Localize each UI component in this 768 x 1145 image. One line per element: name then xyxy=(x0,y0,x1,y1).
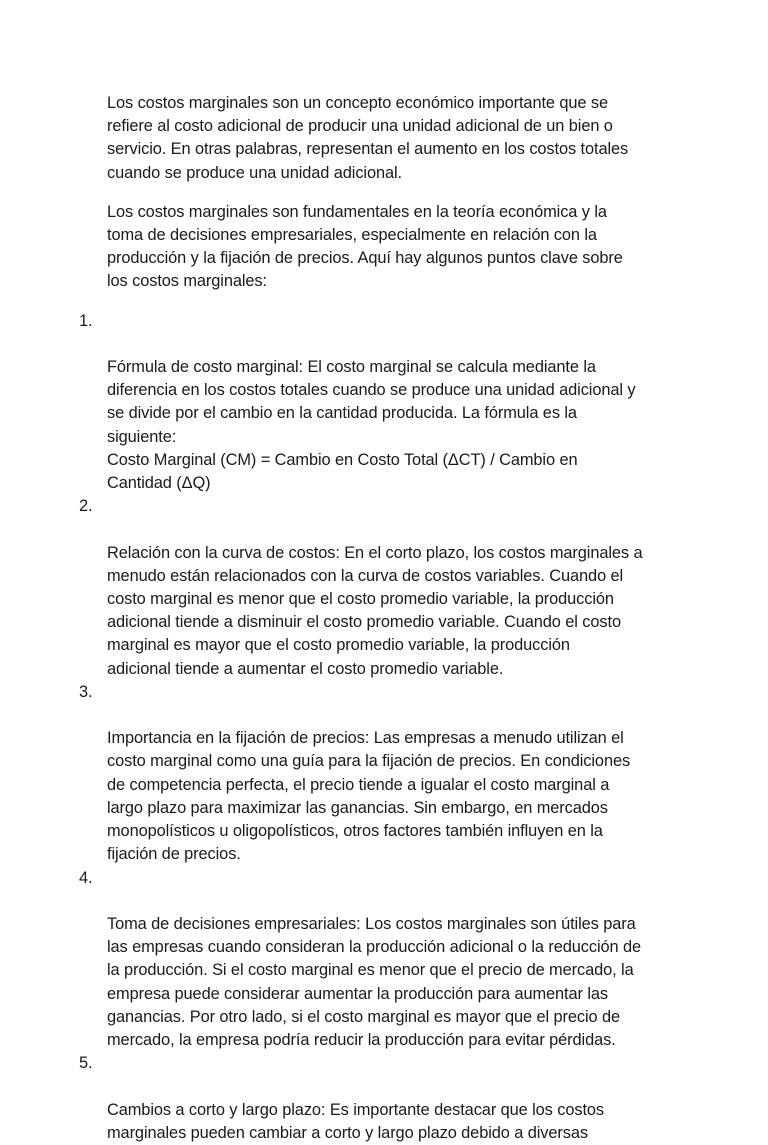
list-item-number: 2. xyxy=(79,497,93,516)
list-item-text: Cambios a corto y largo plazo: Es importante destacar que los costos marginales pueden cambiar a corto y largo plazo debido a diversas xyxy=(107,1100,605,1142)
list-item-number: 1. xyxy=(79,311,93,330)
list-item-number: 5. xyxy=(79,1054,93,1073)
list-item-text: Importancia en la fijación de precios: Las empresas a menudo utilizan el costo marginal como una guía para la fijación de precios. En condiciones de competencia perfecta, el precio tiende a igualar el costo marginal a largo plazo para maximizar las ganancias. Sin embargo, en mercados monopolísticos u oligopolísticos, otros factores también influyen en la fijación de precios. xyxy=(107,729,631,864)
list-item xyxy=(79,495,667,681)
paragraph-key-points: Los costos marginales son fundamentales en la teoría económica y la toma de decisiones empresariales, especialmente en relación con la producción y la fijación de precios. Aquí hay algunos puntos clave sobre los costos marginales: xyxy=(107,202,623,291)
paragraph-intro: Los costos marginales son un concepto económico importante que se refiere al costo adicional de producir una unidad adicional de un bien o servicio. En otras palabras, representan el aumento en los costos totales cuando se produce una unidad adicional. xyxy=(107,94,629,182)
key-points-list xyxy=(79,310,667,1145)
list-item xyxy=(79,1052,667,1145)
list-item xyxy=(79,310,667,496)
list-item-text: Toma de decisiones empresariales: Los costos marginales son útiles para las empresas cuando consideran la producción adicional o la reducción de la producción. Si el costo marginal es menor que el precio de mercado, la empresa puede considerar aumentar la producción para aumentar las ganancias. Por otro lado, si el costo marginal es mayor que el precio de mercado, la empresa podría reducir la producción para evitar pérdidas. xyxy=(107,914,642,1049)
list-item-number: 3. xyxy=(79,682,93,701)
list-item-text: Relación con la curva de costos: En el corto plazo, los costos marginales a menudo están relacionados con la curva de costos variables. Cuando el costo marginal es menor que el costo promedio variable, la producción adicional tiende a disminuir el costo promedio variable. Cuando el costo marginal es mayor que el costo promedio variable, la producción adicional tiende a aumentar el costo promedio variable. xyxy=(107,543,643,678)
list-item xyxy=(79,681,667,867)
list-item-text: Fórmula de costo marginal: El costo marginal se calcula mediante la diferencia en los costos totales cuando se produce una unidad adicional y se divide por el cambio en la cantidad producida. La fórmula es la siguiente: Costo Marginal (CM) = Cambio en Costo Total (ΔCT) / Cambio en Cantidad (ΔQ) xyxy=(107,358,636,493)
document-body xyxy=(79,92,667,1145)
list-item xyxy=(79,867,667,1053)
list-item-number: 4. xyxy=(79,868,93,887)
